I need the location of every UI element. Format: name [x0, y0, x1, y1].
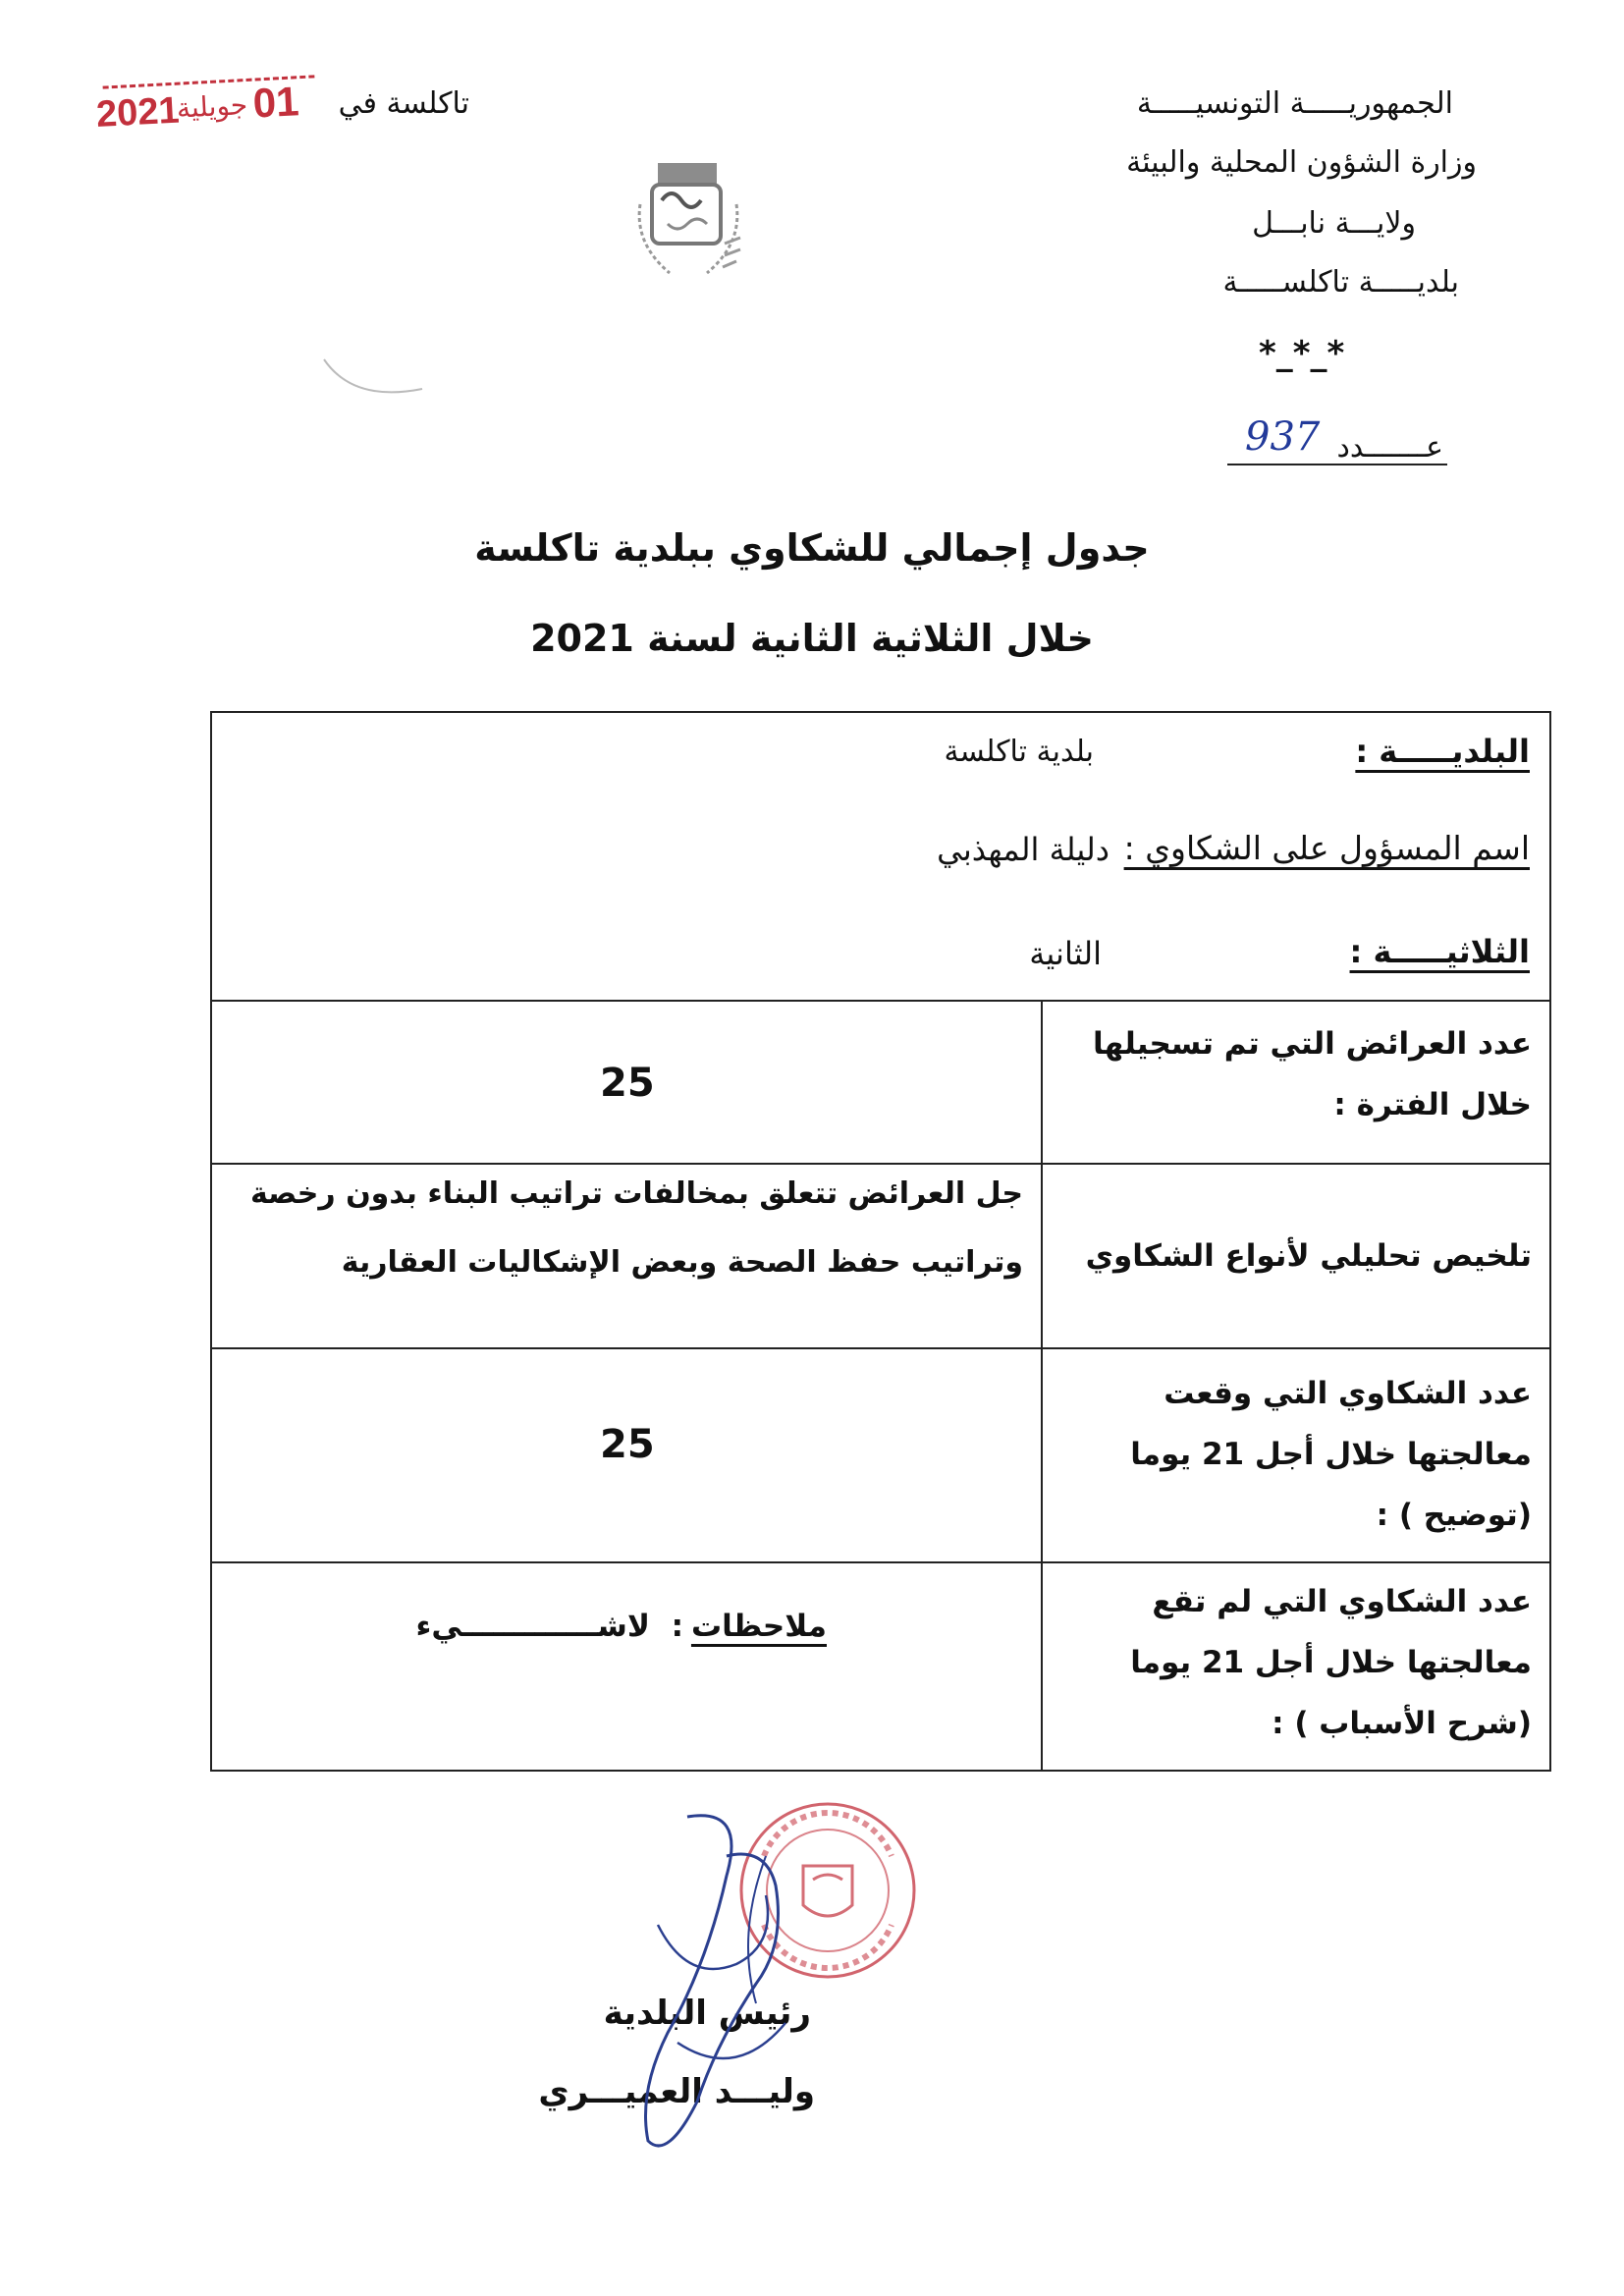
date-stamp: [95, 77, 324, 143]
registered-value: 25: [600, 1061, 655, 1106]
document-title: جدول إجمالي للشكاوي ببلدية تاكلسة: [474, 526, 1150, 570]
quarter-value: الثانية: [1029, 935, 1102, 972]
header-block: [927, 79, 1477, 314]
date-stamp-year: 2021: [95, 89, 181, 136]
date-stamp-day: 01: [251, 78, 300, 127]
registered-label-line1: عدد العرائض التي تم تسجيلها: [1093, 1026, 1532, 1062]
notes-value: لاشـــــــــــــيء: [415, 1609, 650, 1644]
municipality-label: البلديـــــة :: [1355, 733, 1530, 770]
processed-row: [212, 1347, 1549, 1561]
signature-title: رئيس البلدية: [603, 1994, 811, 2033]
paper-crease-mark: [320, 355, 428, 405]
notes-colon: :: [671, 1609, 683, 1644]
reference-number-label: عـــــــدد: [1336, 430, 1443, 465]
notes: [277, 1609, 827, 1667]
summary-row: [212, 1163, 1549, 1347]
handwritten-signature-icon: [569, 1797, 864, 2151]
document-subtitle: خلال الثلاثية الثانية لسنة 2021: [530, 617, 1094, 660]
header-municipality: بلديـــــة تاكلســـــة: [1222, 265, 1459, 300]
complaints-table: [210, 711, 1551, 1772]
reference-number: [1198, 414, 1443, 473]
quarter-label: الثلاثيـــــة :: [1349, 933, 1530, 970]
date-stamp-month: جويلية: [176, 88, 248, 124]
unprocessed-label-line3: (شرح الأسباب ) :: [1272, 1706, 1532, 1741]
date-line: [95, 78, 469, 139]
municipality-row: [234, 733, 1530, 784]
summary-line1: جل العرائض تتعلق بمخالفات تراتيب البناء بدون رخصة: [249, 1176, 1023, 1211]
registered-row: [212, 1000, 1549, 1163]
processed-label-line1: عدد الشكاوي التي وقعت: [1164, 1376, 1532, 1411]
header-separator: *_*_*: [1259, 334, 1345, 373]
registered-label-line2: خلال الفترة :: [1333, 1087, 1532, 1122]
header-governorate: ولايـــة نابـــل: [1252, 206, 1416, 241]
officer-row: [234, 829, 1530, 884]
reference-number-value: 937: [1245, 414, 1321, 460]
officer-label: اسم المسؤول على الشكاوي :: [1123, 829, 1530, 867]
header-country: الجمهوريـــــة التونسيـــــة: [1136, 86, 1453, 121]
unprocessed-row: [212, 1561, 1549, 1772]
summary-line2: وتراتيب حفظ الصحة وبعض الإشكاليات العقارية: [341, 1245, 1023, 1280]
municipality-value: بلدية تاكلسة: [944, 735, 1094, 769]
summary-label: تلخيص تحليلي لأنواع الشكاوي: [1085, 1238, 1532, 1274]
info-section: [212, 713, 1549, 1000]
unprocessed-label-line1: عدد الشكاوي التي لم تقع: [1152, 1584, 1532, 1619]
date-place: تاكلسة في: [338, 86, 469, 121]
coat-of-arms-icon: [628, 145, 750, 285]
quarter-row: [234, 933, 1530, 984]
processed-label-line2: معالجتها خلال أجل 21 يوما: [1130, 1437, 1532, 1472]
header-ministry: وزارة الشؤون المحلية والبيئة: [1126, 145, 1477, 180]
processed-value: 25: [600, 1422, 655, 1467]
processed-label-line3: (توضيح ) :: [1376, 1498, 1532, 1533]
notes-label: ملاحظات: [690, 1609, 827, 1644]
unprocessed-label-line2: معالجتها خلال أجل 21 يوما: [1130, 1645, 1532, 1680]
officer-value: دليلة المهذبي: [937, 831, 1110, 868]
signature-name: وليـــد العميـــري: [538, 2072, 815, 2111]
